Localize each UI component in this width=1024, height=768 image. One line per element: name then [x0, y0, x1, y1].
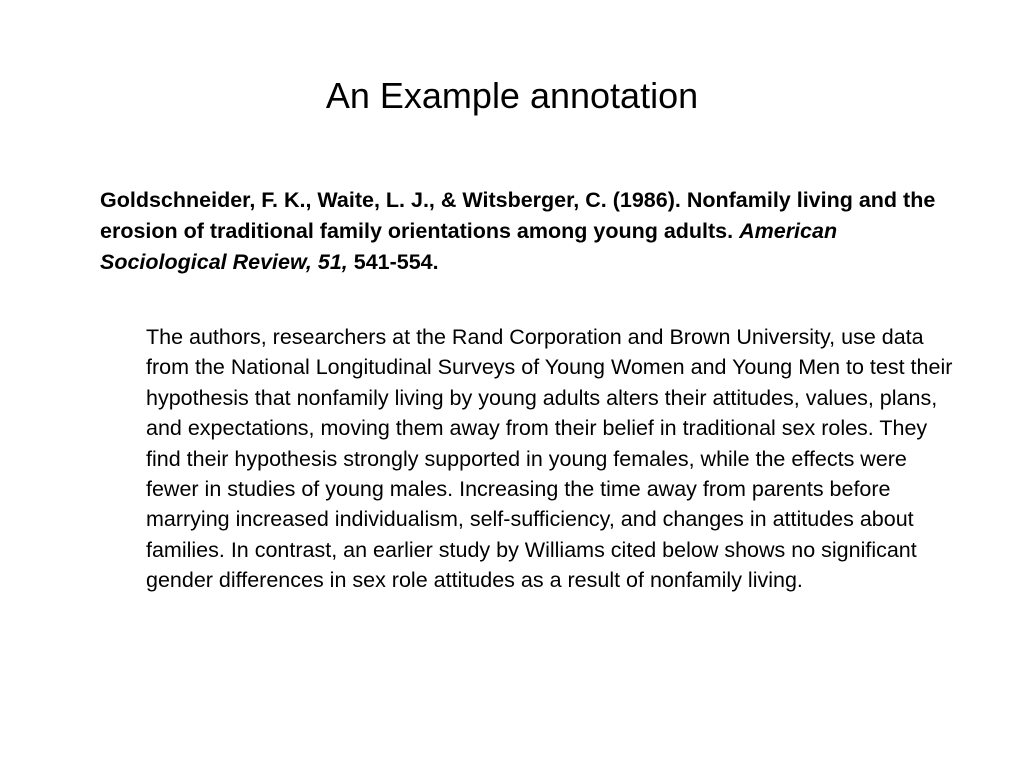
- citation-authors-title: Goldschneider, F. K., Waite, L. J., & Witsberger, C. (1986). Nonfamily living and the erosion of traditional family orientations among young adults.: [100, 188, 936, 243]
- citation-journal: American Sociological Review, 51,: [100, 219, 838, 274]
- annotation-paragraph: The authors, researchers at the Rand Corporation and Brown University, use data from the National Longitudinal Surveys of Young Women and Young Men to test their hypothesis that nonfamily living by young adults alters their attitudes, values, plans, and expectations, moving them away from their belief in traditional sex roles. They find their hypothesis strongly supported in young females, while the effects were fewer in studies of young males. Increasing the time away from parents before marrying increased individualism, self-sufficiency, and changes in attitudes about families. In contrast, an earlier study by Williams cited below shows no significant gender differences in sex role attitudes as a result of nonfamily living.: [146, 325, 953, 593]
- citation-pages: 541-554.: [353, 250, 439, 274]
- citation: [100, 185, 950, 278]
- slide-title: An Example annotation: [325, 75, 699, 116]
